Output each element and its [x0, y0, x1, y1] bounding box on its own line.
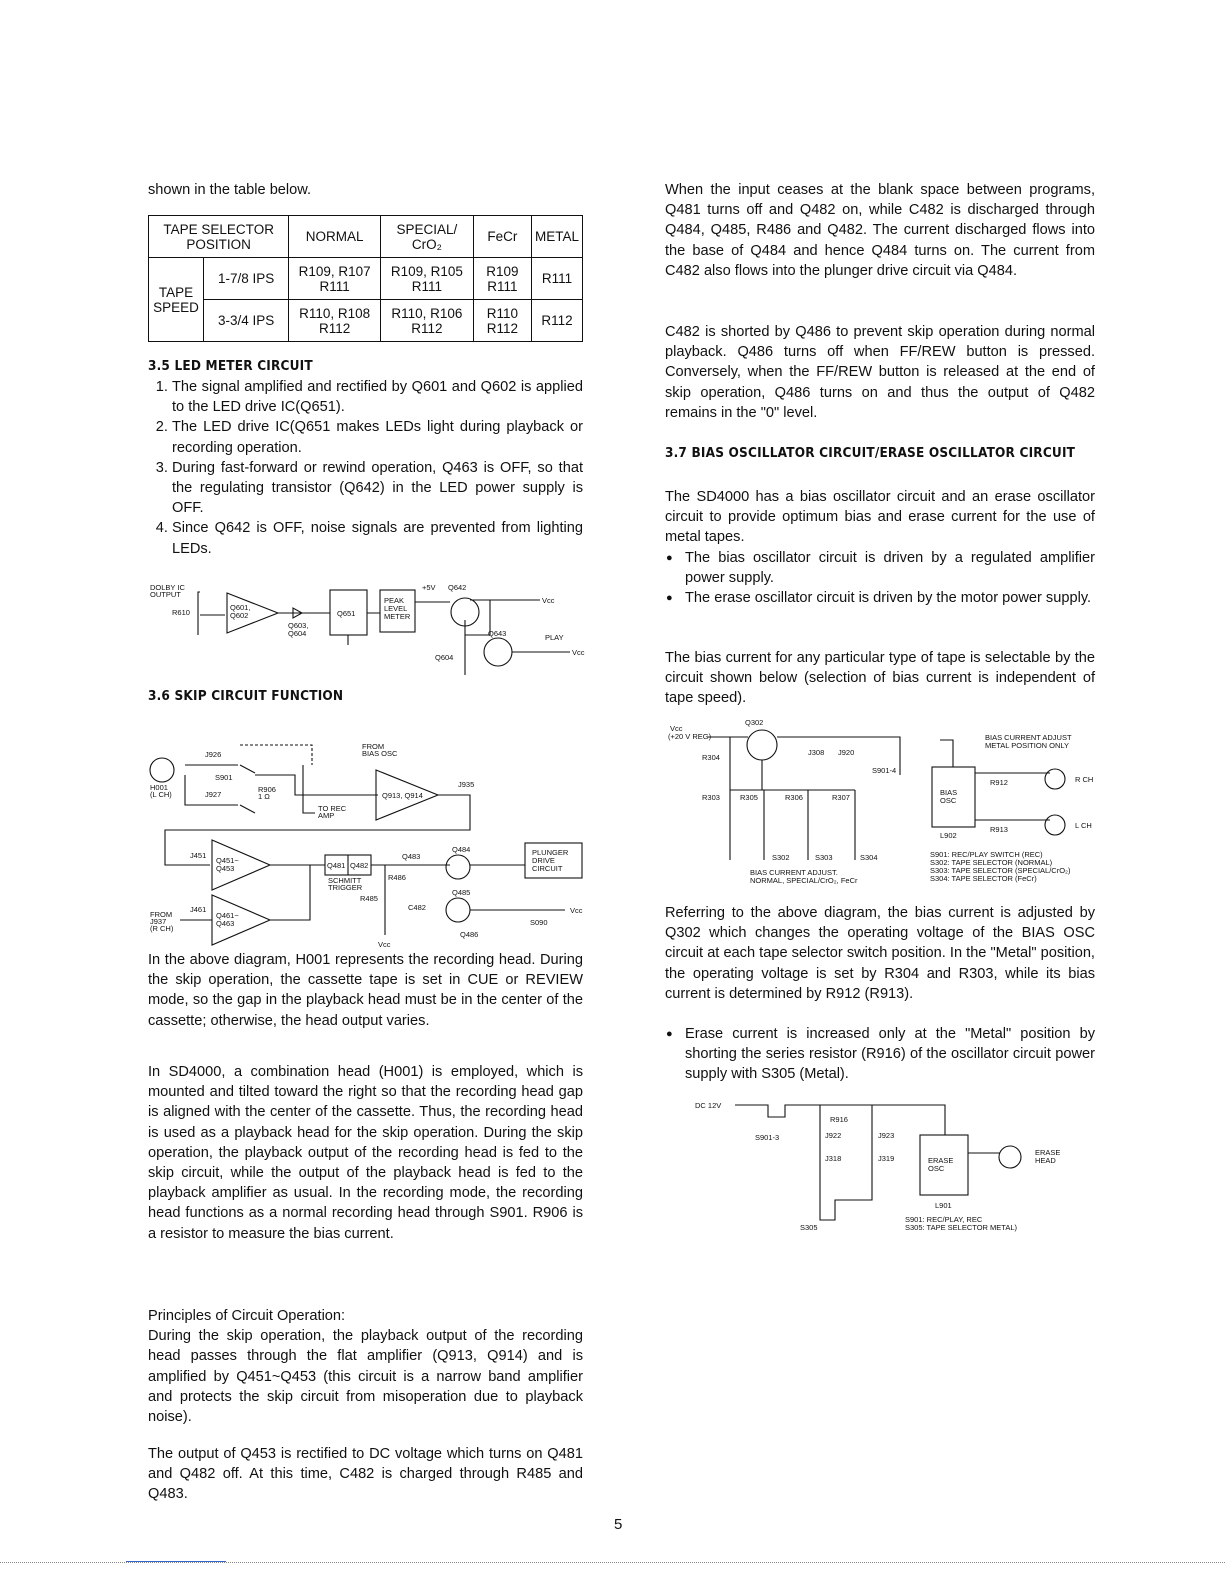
table-header: TAPE SELECTOR POSITION: [149, 216, 289, 258]
diagram-label: Q483: [402, 852, 421, 861]
diagram-label: PLAY: [545, 633, 564, 642]
table-cell: R112: [531, 300, 582, 342]
diagram-label: L901: [935, 1201, 952, 1210]
diagram-label: Q451~: [216, 856, 239, 865]
diagram-label: R486: [388, 873, 406, 882]
paragraph: [148, 1306, 583, 1427]
diagram-label: Q463: [216, 919, 235, 928]
diagram-label: Q461~: [216, 911, 239, 920]
diagram-label: S901: REC/PLAY SWITCH (REC): [930, 850, 1043, 859]
table-header: NORMAL: [289, 216, 381, 258]
list-item: ● Erase current is increased only at the "Metal" position by shorting the series resistor (R916) of the oscillator circuit power supply with S305 (Metal).: [685, 1024, 1095, 1085]
table-cell: R110 R112: [473, 300, 531, 342]
diagram-label: Q604: [288, 629, 307, 638]
paragraph: In the above diagram, H001 represents the recording head. During the skip operation, the cassette tape is set in CUE or REVIEW mode, so the gap in the playback head must be in the center of the cassette; otherwise, the head output varies.: [148, 952, 583, 1029]
diagram-label: BIAS CURRENT ADJUST: [985, 733, 1072, 742]
diagram-label: (L CH): [150, 790, 172, 799]
diagram-label: L902: [940, 831, 957, 840]
diagram-label: Q642: [448, 583, 467, 592]
diagram-label: R913: [990, 825, 1008, 834]
diagram-label: BIAS CURRENT ADJUST.: [750, 868, 838, 877]
diagram-label: PEAK: [384, 596, 405, 605]
diagram-label: R916: [830, 1115, 848, 1124]
diagram-label: PLUNGER: [532, 848, 569, 857]
diagram-label: R305: [740, 793, 758, 802]
table-cell: R109, R105 R111: [380, 258, 473, 300]
diagram-label: S901-4: [872, 766, 897, 775]
diagram-label: Q481: [327, 861, 346, 870]
diagram-label: OSC: [928, 1164, 945, 1173]
diagram-label: R304: [702, 753, 720, 762]
diagram-label: OSC: [940, 796, 957, 805]
diagram-label: Q651: [337, 609, 356, 618]
diagram-label: TRIGGER: [328, 883, 363, 892]
paragraph: C482 is shorted by Q486 to prevent skip operation during normal playback. Q486 turns off when FF/REW button is pressed. Conversely, when the FF/REW button is released at the end of skip operation, Q486 turns on and thus the output of Q482 remains in the "0" level.: [665, 324, 1095, 421]
diagram-label: S303: [815, 853, 833, 862]
diagram-label: S090: [530, 918, 548, 927]
table-header: FeCr: [473, 216, 531, 258]
diagram-label: S305: TAPE SELECTOR METAL): [905, 1223, 1017, 1232]
paragraph: In SD4000, a combination head (H001) is employed, which is mounted and tilted toward the right so that the recording head gap is aligned with the center of the cassette. Thus, the recording head is used as a playback head for the skip operation. During the skip operation, the playback output of the recording head is fed to the skip circuit, while the output of the playback head is fed to the playback amplifier as usual. In the recording mode, the recording head functions as a normal recording head through S901. R906 is a resistor to measure the bias current.: [148, 1064, 583, 1242]
diagram-label: ERASE: [1035, 1148, 1061, 1157]
paragraph: The SD4000 has a bias oscillator circuit and an erase oscillator circuit to provide optimum bias and erase current for the use of metal tapes.: [665, 489, 1095, 546]
diagram-label: (R CH): [150, 924, 174, 933]
table-cell: R109, R107 R111: [289, 258, 381, 300]
diagram-label: S901: REC/PLAY, REC: [905, 1215, 983, 1224]
diagram-label: J926: [205, 750, 222, 759]
diagram-label: OUTPUT: [150, 590, 181, 599]
diagram-label: HEAD: [1035, 1156, 1056, 1165]
diagram-label: J319: [878, 1154, 895, 1163]
diagram-label: METER: [384, 612, 411, 621]
table-cell: TAPE SPEED: [149, 258, 204, 342]
diagram-label: Q302: [745, 718, 764, 727]
led-meter-circuit-diagram: [140, 570, 600, 680]
diagram-label: BIAS OSC: [362, 749, 398, 758]
diagram-label: DC 12V: [695, 1101, 722, 1110]
diagram-label: J937: [150, 917, 167, 926]
diagram-label: S901-3: [755, 1133, 780, 1142]
diagram-label: H001: [150, 783, 168, 792]
intro-text: shown in the table below.: [148, 182, 312, 198]
list-item: ● The erase oscillator circuit is driven by the motor power supply.: [685, 588, 1095, 608]
paragraph: The output of Q453 is rectified to DC voltage which turns on Q481 and Q482 off. At this time, C482 is charged through R485 and Q483.: [148, 1446, 583, 1503]
diagram-label: Q482: [350, 861, 369, 870]
bottom-link-line: [126, 1561, 226, 1562]
diagram-label: R912: [990, 778, 1008, 787]
diagram-label: S302: [772, 853, 790, 862]
diagram-label: C482: [408, 903, 426, 912]
paragraph: [665, 487, 1095, 608]
diagram-label: LEVEL: [384, 604, 408, 613]
diagram-label: DOLBY IC: [150, 583, 185, 592]
led-meter-list: [148, 377, 583, 559]
diagram-label: R906: [258, 785, 276, 794]
table-cell: R111: [531, 258, 582, 300]
diagram-label: FROM: [150, 910, 173, 919]
section-heading: 3.5 LED METER CIRCUIT: [148, 358, 313, 374]
diagram-label: L CH: [1075, 821, 1092, 830]
diagram-label: S305: [800, 1223, 818, 1232]
tape-selector-table: [148, 215, 583, 342]
paragraph: Referring to the above diagram, the bias current is adjusted by Q302 which changes the operating voltage of the BIAS OSC circuit at each tape selector switch position. In the "Metal" position, the operating voltage is set by R304 and R303, while its bias current is determined by R912 (R913).: [665, 905, 1095, 1002]
table-cell: 3-3/4 IPS: [204, 300, 289, 342]
diagram-label: Vcc: [670, 724, 683, 733]
diagram-label: J927: [205, 790, 222, 799]
diagram-label: J318: [825, 1154, 842, 1163]
diagram-label: Q453: [216, 864, 235, 873]
list-item: 2. The LED drive IC(Q651 makes LEDs light during playback or recording operation.: [172, 417, 583, 457]
section-heading: 3.6 SKIP CIRCUIT FUNCTION: [148, 688, 344, 704]
diagram-label: J920: [838, 748, 855, 757]
table-cell: R110, R108 R112: [289, 300, 381, 342]
diagram-label: (+20 V REG): [668, 732, 712, 741]
table-header: METAL: [531, 216, 582, 258]
diagram-label: Vcc: [542, 596, 555, 605]
diagram-label: R303: [702, 793, 720, 802]
diagram-label: Q485: [452, 888, 471, 897]
paragraph: When the input ceases at the blank space between programs, Q481 turns off and Q482 on, while C482 is discharged through Q484, Q485, R486 and Q482. The current discharged flows into the base of Q484 and hence Q484 turns on. The current from C482 also flows into the plunger drive circuit via Q484.: [665, 182, 1095, 279]
diagram-label: DRIVE: [532, 856, 555, 865]
table-header: SPECIAL/ CrO₂: [380, 216, 473, 258]
diagram-label: SCHMITT: [328, 876, 362, 885]
diagram-label: Vcc: [378, 940, 391, 949]
paragraph: The bias current for any particular type of tape is selectable by the circuit shown below (selection of bias current is independent of tape speed).: [665, 650, 1095, 707]
list-item: ● The bias oscillator circuit is driven by a regulated amplifier power supply.: [685, 548, 1095, 588]
page-number: 5: [614, 1516, 623, 1533]
diagram-label: S303: TAPE SELECTOR (SPECIAL/CrO₂): [930, 866, 1071, 875]
diagram-label: R610: [172, 608, 190, 617]
bias-oscillator-diagram: [660, 715, 1100, 895]
diagram-label: BIAS: [940, 788, 958, 797]
diagram-label: FROM: [362, 742, 385, 751]
table-cell: R109 R111: [473, 258, 531, 300]
bullet-list: [665, 1024, 1095, 1085]
diagram-label: J308: [808, 748, 825, 757]
diagram-label: Q603,: [288, 621, 309, 630]
erase-oscillator-diagram: [680, 1095, 1100, 1235]
table-cell: 1-7/8 IPS: [204, 258, 289, 300]
diagram-label: S901: [215, 773, 233, 782]
diagram-label: NORMAL, SPECIAL/CrO₂, FeCr: [750, 876, 858, 885]
diagram-label: AMP: [318, 811, 335, 820]
section-heading: 3.7 BIAS OSCILLATOR CIRCUIT/ERASE OSCILLATOR CIRCUIT: [665, 445, 1076, 461]
diagram-label: Vcc: [570, 906, 583, 915]
diagram-label: R CH: [1075, 775, 1094, 784]
paragraph-title: Principles of Circuit Operation:: [148, 1308, 346, 1324]
diagram-label: J451: [190, 851, 207, 860]
diagram-label: Q484: [452, 845, 471, 854]
diagram-label: S304: [860, 853, 878, 862]
diagram-label: Q643: [488, 629, 507, 638]
diagram-label: J923: [878, 1131, 895, 1140]
bottom-divider: [0, 1562, 1225, 1563]
diagram-label: Vcc: [572, 648, 585, 657]
diagram-label: J461: [190, 905, 207, 914]
diagram-label: R307: [832, 793, 850, 802]
diagram-label: Q602: [230, 611, 249, 620]
diagram-label: METAL POSITION ONLY: [985, 741, 1070, 750]
diagram-label: 1 Ω: [258, 792, 270, 801]
diagram-label: R485: [360, 894, 378, 903]
skip-circuit-diagram: [140, 725, 600, 950]
table-cell: R110, R106 R112: [380, 300, 473, 342]
diagram-label: CIRCUIT: [532, 864, 563, 873]
diagram-label: J922: [825, 1131, 842, 1140]
list-item: 1. The signal amplified and rectified by Q601 and Q602 is applied to the LED drive IC(Q651).: [172, 377, 583, 417]
diagram-label: Q601,: [230, 603, 251, 612]
diagram-label: R306: [785, 793, 803, 802]
diagram-label: J935: [458, 780, 475, 789]
diagram-label: S304: TAPE SELECTOR (FeCr): [930, 874, 1037, 883]
paragraph: During the skip operation, the playback output of the recording head passes through the flat amplifier (Q913, Q914) and is amplified by Q451~Q453 (this circuit is a narrow band amplifier and protects the skip circuit from misoperation due to playback noise).: [148, 1328, 583, 1426]
diagram-label: S302: TAPE SELECTOR (NORMAL): [930, 858, 1053, 867]
diagram-label: Q486: [460, 930, 479, 939]
table-row: [149, 300, 583, 342]
table-row: [149, 258, 583, 300]
diagram-label: Q913, Q914: [382, 791, 423, 800]
diagram-label: +5V: [422, 583, 436, 592]
diagram-label: Q604: [435, 653, 454, 662]
diagram-label: TO REC: [318, 804, 347, 813]
list-item: 3. During fast-forward or rewind operation, Q463 is OFF, so that the regulating transistor (Q642) in the LED power supply is OFF.: [172, 458, 583, 519]
list-item: 4. Since Q642 is OFF, noise signals are prevented from lighting LEDs.: [172, 518, 583, 558]
diagram-label: ERASE: [928, 1156, 954, 1165]
